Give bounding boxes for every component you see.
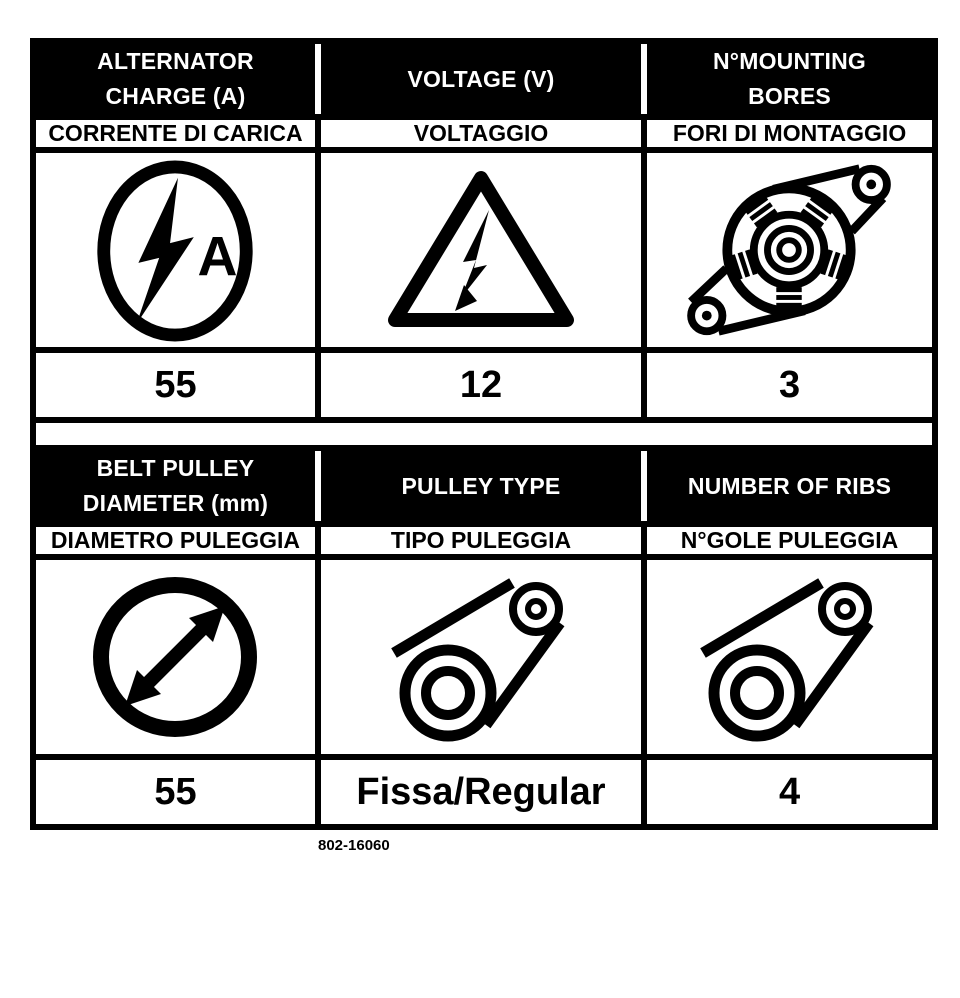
subheader-cell-tipo: TIPO PULEGGIA xyxy=(321,527,647,554)
value-cell-pulley-type: Fissa/Regular xyxy=(321,760,647,824)
header-cell-voltage xyxy=(321,44,647,114)
value-cell-voltage: 12 xyxy=(321,353,647,417)
icon-cell xyxy=(321,153,647,347)
value-cell-pulley-diameter: 55 xyxy=(36,760,321,824)
belt-pulley-icon xyxy=(687,565,892,749)
spec-table-electrical xyxy=(30,38,938,423)
header-line: VOLTAGE (V) xyxy=(407,65,555,92)
table-row-header xyxy=(36,451,932,527)
spec-table-pulley xyxy=(30,445,938,830)
high-voltage-triangle-icon xyxy=(381,162,581,338)
value-cell-alternator-charge: 55 xyxy=(36,353,321,417)
value-cell-mounting-bores: 3 xyxy=(647,353,932,417)
belt-pulley-icon xyxy=(378,565,583,749)
table-row-subheader xyxy=(36,527,932,560)
svg-text:A: A xyxy=(197,225,239,288)
header-cell-pulley-type xyxy=(321,451,647,521)
table-row-header xyxy=(36,44,932,120)
subheader-cell-gole: N°GOLE PULEGGIA xyxy=(647,527,932,554)
icon-cell xyxy=(36,153,321,347)
icon-cell xyxy=(647,153,932,347)
subheader-cell-corrente: CORRENTE DI CARICA xyxy=(36,120,321,147)
lightning-amp-circle-icon xyxy=(89,156,261,344)
table-row-subheader xyxy=(36,120,932,153)
value-cell-number-of-ribs: 4 xyxy=(647,760,932,824)
table-row-icons xyxy=(36,560,932,760)
header-line: BELT PULLEY xyxy=(96,455,255,481)
subheader-cell-diametro: DIAMETRO PULEGGIA xyxy=(36,527,321,554)
header-cell-pulley-diameter xyxy=(36,451,321,521)
icon-cell xyxy=(647,560,932,754)
subheader-cell-voltaggio: VOLTAGGIO xyxy=(321,120,647,147)
subheader-cell-fori: FORI DI MONTAGGIO xyxy=(647,120,932,147)
diameter-arrow-circle-icon xyxy=(85,574,265,740)
icon-cell xyxy=(321,560,647,754)
header-line: PULLEY TYPE xyxy=(401,472,561,499)
part-number-caption: 802-16060 xyxy=(318,837,390,854)
header-line: ALTERNATOR xyxy=(97,48,254,74)
header-line: BORES xyxy=(748,83,831,109)
alternator-rear-view-icon xyxy=(677,157,902,343)
table-row-values xyxy=(36,353,932,417)
spec-sheet-page xyxy=(0,38,960,998)
table-row-values xyxy=(36,760,932,824)
header-line: CHARGE (A) xyxy=(105,83,246,109)
header-line: DIAMETER (mm) xyxy=(82,490,269,516)
table-row-icons xyxy=(36,153,932,353)
table-separator-band xyxy=(30,423,938,445)
icon-cell xyxy=(36,560,321,754)
header-line: NUMBER OF RIBS xyxy=(687,472,892,499)
header-cell-alternator-charge xyxy=(36,44,321,114)
header-line: N°MOUNTING xyxy=(713,48,867,74)
header-cell-number-of-ribs xyxy=(647,451,932,521)
header-cell-mounting-bores xyxy=(647,44,932,114)
